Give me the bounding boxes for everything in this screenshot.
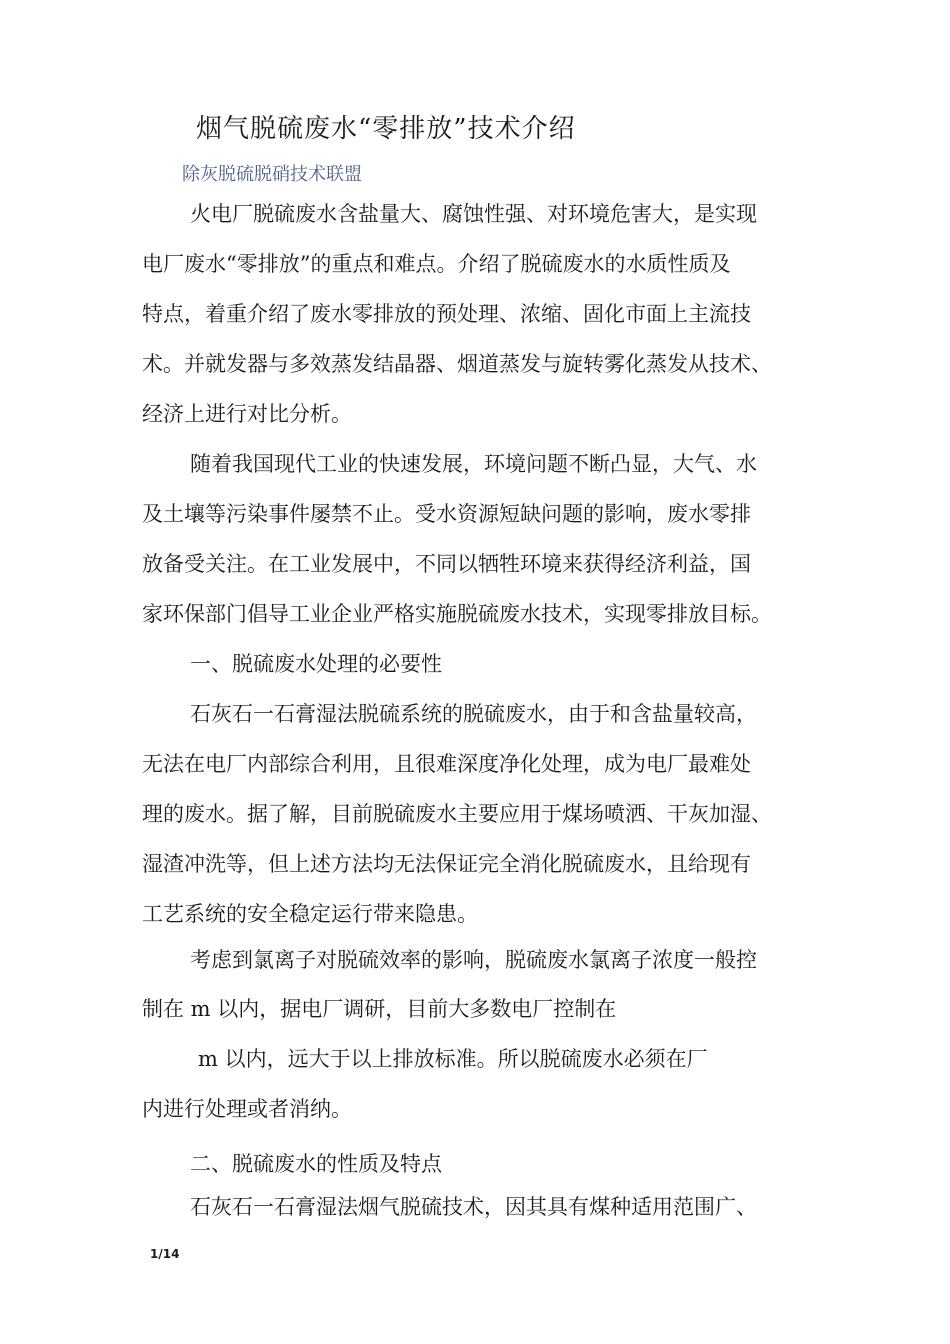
text-line: 经济上进行对比分析。	[142, 402, 352, 426]
text-line: 及土壤等污染事件屡禁不止。受水资源短缺问题的影响，废水零排	[142, 502, 751, 526]
document-title: 烟气脱硫废水“零排放”技术介绍	[196, 114, 576, 144]
page-number: 1/14	[150, 1247, 180, 1261]
document-source: 除灰脱硫脱硝技术联盟	[182, 164, 362, 185]
section-heading: 二、脱硫废水的性质及特点	[190, 1152, 442, 1176]
text-line: 内进行处理或者消纳。	[142, 1097, 352, 1121]
text-line: 制在 m 以内，据电厂调研，目前大多数电厂控制在	[142, 997, 617, 1021]
text-line: 无法在电厂内部综合利用，且很难深度净化处理，成为电厂最难处	[142, 752, 751, 776]
text-line: 石灰石一石膏湿法烟气脱硫技术，因其具有煤种适用范围广、	[190, 1195, 757, 1219]
text-line: 石灰石一石膏湿法脱硫系统的脱硫废水，由于和含盐量较高，	[190, 702, 757, 726]
text-line: 湿渣冲洗等，但上述方法均无法保证完全消化脱硫废水，且给现有	[142, 852, 751, 876]
text-line: 电厂废水“零排放”的重点和难点。介绍了脱硫废水的水质性质及	[142, 252, 731, 276]
section-heading: 一、脱硫废水处理的必要性	[190, 652, 442, 676]
text-line: 理的废水。据了解，目前脱硫废水主要应用于煤场喷洒、干灰加湿、	[142, 802, 772, 826]
text-line: 随着我国现代工业的快速发展，环境问题不断凸显，大气、水	[190, 452, 757, 476]
text-line: 工艺系统的安全稳定运行带来隐患。	[142, 902, 478, 926]
text-line: 特点，着重介绍了废水零排放的预处理、浓缩、固化市面上主流技	[142, 302, 751, 326]
text-line: 火电厂脱硫废水含盐量大、腐蚀性强、对环境危害大，是实现	[190, 202, 757, 226]
text-line: 术。并就发器与多效蒸发结晶器、烟道蒸发与旋转雾化蒸发从技术、	[142, 352, 772, 376]
text-line: 考虑到氯离子对脱硫效率的影响，脱硫废水氯离子浓度一般控	[190, 948, 757, 972]
text-line: m 以内，远大于以上排放标准。所以脱硫废水必须在厂	[198, 1047, 708, 1071]
text-line: 放备受关注。在工业发展中，不同以牺牲环境来获得经济利益，国	[142, 552, 751, 576]
text-line: 家环保部门倡导工业企业严格实施脱硫废水技术，实现零排放目标。	[142, 602, 772, 626]
